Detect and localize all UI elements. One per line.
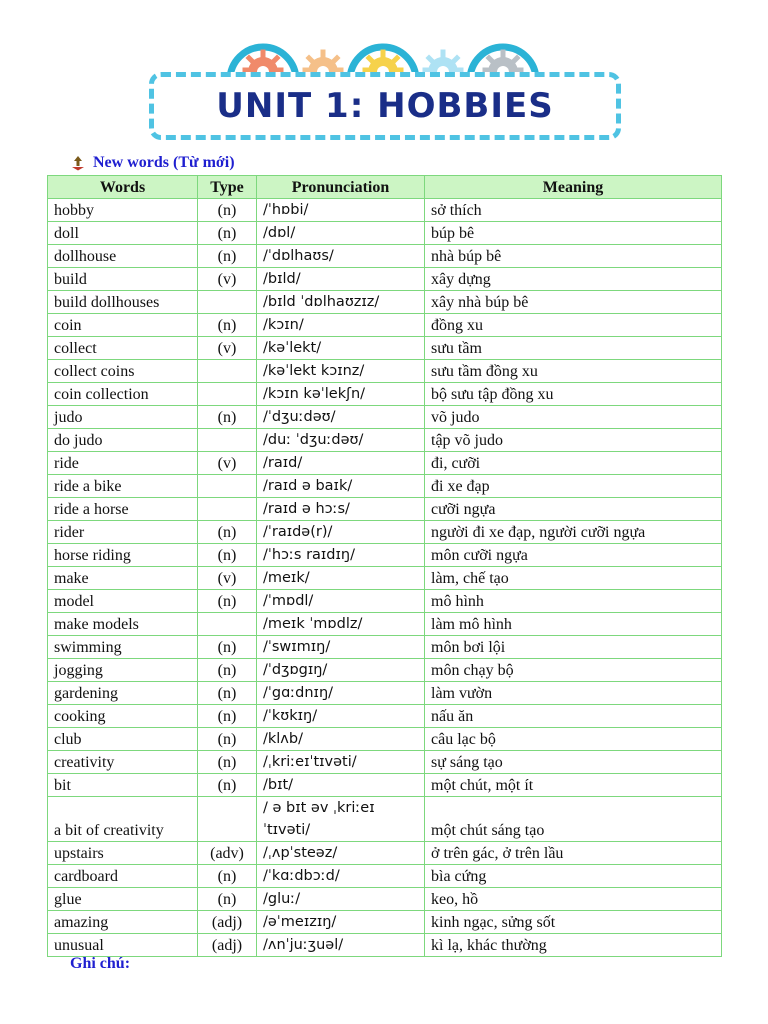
cell-meaning: xây nhà búp bê — [425, 291, 722, 314]
cell-type — [198, 797, 257, 842]
cell-type: (n) — [198, 659, 257, 682]
cell-word: jogging — [48, 659, 198, 682]
gear-icon — [0, 0, 768, 80]
cell-pron: /ˈgɑːdnɪŋ/ — [257, 682, 425, 705]
cell-type: (n) — [198, 406, 257, 429]
cell-meaning: cưỡi ngựa — [425, 498, 722, 521]
cell-pron: /ˈdʒuːdəʊ/ — [257, 406, 425, 429]
table-row — [48, 406, 722, 429]
cell-type: (adj) — [198, 911, 257, 934]
cell-type — [198, 360, 257, 383]
cell-type: (v) — [198, 268, 257, 291]
cell-meaning: kinh ngạc, sửng sốt — [425, 911, 722, 934]
cell-meaning: làm vườn — [425, 682, 722, 705]
table-row — [48, 314, 722, 337]
table-row — [48, 865, 722, 888]
table-row — [48, 452, 722, 475]
cell-word: unusual — [48, 934, 198, 957]
cell-meaning: làm mô hình — [425, 613, 722, 636]
cell-pron: /meɪk ˈmɒdlz/ — [257, 613, 425, 636]
cell-type: (n) — [198, 521, 257, 544]
table-row — [48, 797, 722, 842]
table-row — [48, 567, 722, 590]
table-row — [48, 291, 722, 314]
cell-word: a bit of creativity — [48, 797, 198, 842]
table-row — [48, 544, 722, 567]
cell-type — [198, 291, 257, 314]
cell-type: (n) — [198, 682, 257, 705]
cell-pron: /kɔɪn kəˈlekʃn/ — [257, 383, 425, 406]
cell-type: (n) — [198, 222, 257, 245]
bullet-icon — [70, 155, 86, 171]
cell-pron: /ˈhɒbi/ — [257, 199, 425, 222]
cell-type: (n) — [198, 199, 257, 222]
cell-type — [198, 613, 257, 636]
cell-meaning: làm, chế tạo — [425, 567, 722, 590]
cell-word: judo — [48, 406, 198, 429]
cell-pron: /bɪt/ — [257, 774, 425, 797]
table-row — [48, 636, 722, 659]
cell-pron: /kɔɪn/ — [257, 314, 425, 337]
table-row — [48, 751, 722, 774]
table-row — [48, 521, 722, 544]
cell-word: ride a horse — [48, 498, 198, 521]
cell-meaning: kì lạ, khác thường — [425, 934, 722, 957]
cell-meaning: nhà búp bê — [425, 245, 722, 268]
cell-meaning: mô hình — [425, 590, 722, 613]
section-heading — [70, 153, 235, 173]
table-row — [48, 911, 722, 934]
table-row — [48, 360, 722, 383]
cell-pron: /klʌb/ — [257, 728, 425, 751]
cell-meaning: đi xe đạp — [425, 475, 722, 498]
cell-pron: / ə bɪt əv ˌkriːeɪ ˈtɪvəti/ — [257, 797, 425, 842]
cell-word: do judo — [48, 429, 198, 452]
cell-pron: /dɒl/ — [257, 222, 425, 245]
cell-type: (n) — [198, 888, 257, 911]
page-title: UNIT 1: HOBBIES — [216, 86, 554, 126]
cell-meaning: sưu tầm đồng xu — [425, 360, 722, 383]
table-row — [48, 337, 722, 360]
cell-type: (n) — [198, 245, 257, 268]
cell-pron: /ˈkɑːdbɔːd/ — [257, 865, 425, 888]
cell-pron: /raɪd/ — [257, 452, 425, 475]
table-row — [48, 934, 722, 957]
cell-meaning: một chút sáng tạo — [425, 797, 722, 842]
table-row — [48, 842, 722, 865]
table-row — [48, 498, 722, 521]
cell-pron: /meɪk/ — [257, 567, 425, 590]
cell-pron: /raɪd ə baɪk/ — [257, 475, 425, 498]
cell-meaning: một chút, một ít — [425, 774, 722, 797]
cell-type: (n) — [198, 728, 257, 751]
table-row — [48, 268, 722, 291]
table-row — [48, 682, 722, 705]
cell-meaning: bộ sưu tập đồng xu — [425, 383, 722, 406]
cell-word: upstairs — [48, 842, 198, 865]
cell-type: (n) — [198, 636, 257, 659]
cell-type: (v) — [198, 567, 257, 590]
cell-meaning: đi, cưỡi — [425, 452, 722, 475]
cell-pron: /ˈswɪmɪŋ/ — [257, 636, 425, 659]
table-row — [48, 888, 722, 911]
cell-meaning: võ judo — [425, 406, 722, 429]
cell-word: model — [48, 590, 198, 613]
note-label: Ghi chú: — [70, 955, 131, 972]
table-row — [48, 705, 722, 728]
cell-word: bit — [48, 774, 198, 797]
cell-word: coin — [48, 314, 198, 337]
cell-pron: /ˈdʒɒgɪŋ/ — [257, 659, 425, 682]
cell-pron: /duː ˈdʒuːdəʊ/ — [257, 429, 425, 452]
cell-type: (n) — [198, 774, 257, 797]
cell-type — [198, 383, 257, 406]
section-label: New words (Từ mới) — [93, 154, 235, 171]
cell-word: collect coins — [48, 360, 198, 383]
cell-pron: /ˌʌpˈsteəz/ — [257, 842, 425, 865]
cell-type: (n) — [198, 314, 257, 337]
cell-meaning: búp bê — [425, 222, 722, 245]
cell-type — [198, 498, 257, 521]
cell-pron: /ʌnˈjuːʒuəl/ — [257, 934, 425, 957]
table-row — [48, 590, 722, 613]
column-header-pronunciation: Pronunciation — [257, 176, 425, 199]
cell-meaning: người đi xe đạp, người cưỡi ngựa — [425, 521, 722, 544]
cell-meaning: nấu ăn — [425, 705, 722, 728]
cell-word: rider — [48, 521, 198, 544]
table-row — [48, 475, 722, 498]
cell-pron: /əˈmeɪzɪŋ/ — [257, 911, 425, 934]
cell-word: creativity — [48, 751, 198, 774]
cell-word: swimming — [48, 636, 198, 659]
column-header-words: Words — [48, 176, 198, 199]
cell-pron: /raɪd ə hɔːs/ — [257, 498, 425, 521]
cell-type: (v) — [198, 452, 257, 475]
cell-meaning: môn cưỡi ngựa — [425, 544, 722, 567]
cell-pron: /ˈdɒlhaʊs/ — [257, 245, 425, 268]
cell-pron: /gluː/ — [257, 888, 425, 911]
cell-pron: /kəˈlekt kɔɪnz/ — [257, 360, 425, 383]
cell-meaning: tập võ judo — [425, 429, 722, 452]
cell-meaning: đồng xu — [425, 314, 722, 337]
cell-word: doll — [48, 222, 198, 245]
cell-type: (n) — [198, 751, 257, 774]
cell-meaning: câu lạc bộ — [425, 728, 722, 751]
cell-word: coin collection — [48, 383, 198, 406]
cell-type: (n) — [198, 590, 257, 613]
cell-word: build dollhouses — [48, 291, 198, 314]
table-row — [48, 728, 722, 751]
table-row — [48, 383, 722, 406]
cell-pron: /ˈkʊkɪŋ/ — [257, 705, 425, 728]
cell-word: ride — [48, 452, 198, 475]
cell-word: cooking — [48, 705, 198, 728]
cell-word: dollhouse — [48, 245, 198, 268]
cell-pron: /ˈhɔːs raɪdɪŋ/ — [257, 544, 425, 567]
vocab-table — [47, 175, 722, 957]
cell-type: (n) — [198, 865, 257, 888]
cell-word: horse riding — [48, 544, 198, 567]
cell-type — [198, 475, 257, 498]
cell-type: (v) — [198, 337, 257, 360]
table-row — [48, 613, 722, 636]
cell-pron: /kəˈlekt/ — [257, 337, 425, 360]
cell-word: hobby — [48, 199, 198, 222]
cell-word: ride a bike — [48, 475, 198, 498]
cell-word: gardening — [48, 682, 198, 705]
table-header-row — [48, 176, 722, 199]
cell-meaning: xây dựng — [425, 268, 722, 291]
cell-word: make models — [48, 613, 198, 636]
title-frame — [149, 72, 621, 140]
cell-pron: /ˈraɪdə(r)/ — [257, 521, 425, 544]
cell-word: amazing — [48, 911, 198, 934]
cell-pron: /ˌkriːeɪˈtɪvəti/ — [257, 751, 425, 774]
cell-word: build — [48, 268, 198, 291]
cell-meaning: sự sáng tạo — [425, 751, 722, 774]
table-row — [48, 245, 722, 268]
cell-meaning: sở thích — [425, 199, 722, 222]
cell-pron: /ˈmɒdl/ — [257, 590, 425, 613]
cell-meaning: ở trên gác, ở trên lầu — [425, 842, 722, 865]
table-row — [48, 429, 722, 452]
cell-word: glue — [48, 888, 198, 911]
cell-type: (n) — [198, 705, 257, 728]
cell-pron: /bɪld/ — [257, 268, 425, 291]
table-body — [48, 199, 722, 957]
cell-pron: /bɪld ˈdɒlhaʊzɪz/ — [257, 291, 425, 314]
cell-meaning: môn chạy bộ — [425, 659, 722, 682]
cell-type: (adj) — [198, 934, 257, 957]
table-row — [48, 774, 722, 797]
cell-meaning: bìa cứng — [425, 865, 722, 888]
table-row — [48, 659, 722, 682]
cell-word: club — [48, 728, 198, 751]
cell-word: cardboard — [48, 865, 198, 888]
cell-type: (n) — [198, 544, 257, 567]
table-row — [48, 222, 722, 245]
cell-type: (adv) — [198, 842, 257, 865]
cell-type — [198, 429, 257, 452]
cell-meaning: sưu tầm — [425, 337, 722, 360]
cell-word: collect — [48, 337, 198, 360]
column-header-type: Type — [198, 176, 257, 199]
cell-word: make — [48, 567, 198, 590]
cell-meaning: keo, hồ — [425, 888, 722, 911]
column-header-meaning: Meaning — [425, 176, 722, 199]
table-row — [48, 199, 722, 222]
page-header — [0, 0, 768, 150]
cell-meaning: môn bơi lội — [425, 636, 722, 659]
